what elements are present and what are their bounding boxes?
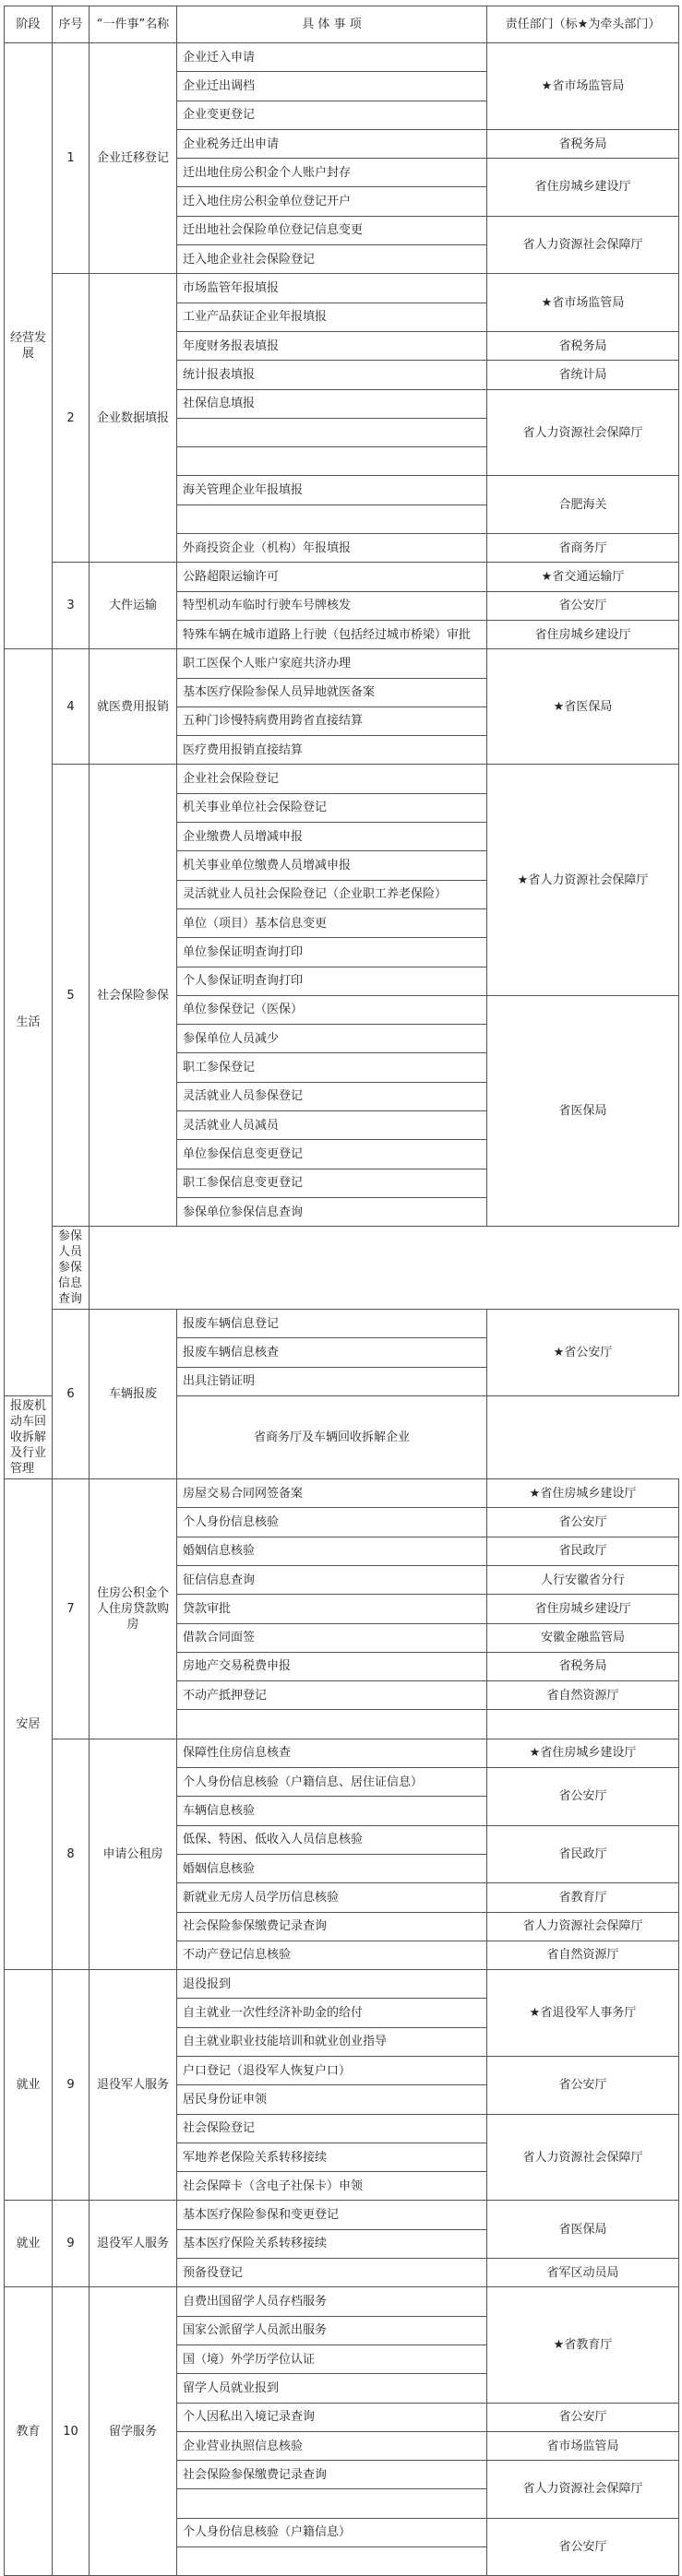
- table-cell: 省医保局: [487, 995, 679, 1226]
- table-cell: [177, 447, 487, 476]
- table-cell: 自费出国留学人员存档服务: [177, 2287, 487, 2316]
- table-cell: 省人力资源社会保障厅: [487, 2461, 679, 2519]
- table-cell: 省人力资源社会保障厅: [487, 1912, 679, 1941]
- table-cell: 省商务厅及车辆回收拆解企业: [177, 1396, 487, 1479]
- table-cell: 婚姻信息核验: [177, 1537, 487, 1565]
- table-cell: [177, 418, 487, 446]
- table-cell: [177, 1710, 487, 1739]
- table-cell: 参保单位人员减少: [177, 1025, 487, 1053]
- table-cell: 省商务厅: [487, 534, 679, 563]
- table-cell: 参保单位参保信息查询: [177, 1197, 487, 1226]
- table-cell: 省住房城乡建设厅: [487, 159, 679, 217]
- table-cell: ★省市场监管局: [487, 274, 679, 332]
- table-row: [5, 1227, 679, 1310]
- table-cell: 省公安厅: [487, 2057, 679, 2115]
- table-row: [5, 274, 679, 303]
- table-row: [5, 2287, 679, 2316]
- table-cell: 住房公积金个人住房贷款购房: [90, 1479, 177, 1739]
- table-row: [5, 1739, 679, 1767]
- table-cell: 婚姻信息核验: [177, 1854, 487, 1882]
- table-cell: 省市场监管局: [487, 2431, 679, 2460]
- table-cell: 企业税务迁出申请: [177, 129, 487, 158]
- table-cell: 企业迁入申请: [177, 43, 487, 72]
- table-cell: 报废车辆信息登记: [177, 1310, 487, 1338]
- header-dept: 责任部门（标★为牵头部门）: [487, 6, 679, 43]
- table-cell: ★省退役军人事务厅: [487, 1970, 679, 2057]
- table-cell: 国（境）外学历学位认证: [177, 2345, 487, 2373]
- table-cell: 省自然资源厅: [487, 1941, 679, 1969]
- table-cell: 统计报表填报: [177, 361, 487, 389]
- table-cell: 生活: [5, 649, 53, 1396]
- table-cell: 迁出地社会保险单位登记信息变更: [177, 216, 487, 244]
- table-cell: 1: [53, 43, 90, 274]
- table-cell: 车辆报废: [90, 1310, 177, 1479]
- table-cell: 省税务局: [487, 1652, 679, 1680]
- table-cell: 8: [53, 1739, 90, 1969]
- table-cell: 迁出地住房公积金个人账户封存: [177, 159, 487, 187]
- table-cell: 外商投资企业（机构）年报填报: [177, 534, 487, 563]
- table-cell: 基本医疗保险参保人员异地就医备案: [177, 678, 487, 706]
- table-cell: 个人身份信息核验（户籍信息、居住证信息）: [177, 1768, 487, 1797]
- table-cell: 职工参保登记: [177, 1053, 487, 1082]
- table-cell: 自主就业职业技能培训和就业创业指导: [177, 2027, 487, 2056]
- table-cell: 省人力资源社会保障厅: [487, 2114, 679, 2201]
- table-cell: ★省住房城乡建设厅: [487, 1479, 679, 1508]
- table-cell: 机关事业单位缴费人员增减申报: [177, 851, 487, 880]
- table-cell: 安居: [5, 1479, 53, 1970]
- table-cell: 省民政厅: [487, 1825, 679, 1883]
- table-cell: 就业: [5, 2201, 53, 2287]
- table-cell: 出具注销证明: [177, 1367, 487, 1395]
- table-cell: 6: [53, 1310, 90, 1479]
- table-cell: 特殊车辆在城市道路上行驶（包括经过城市桥梁）审批: [177, 620, 487, 648]
- table-cell: 灵活就业人员减员: [177, 1110, 487, 1139]
- table-cell: 保障性住房信息核查: [177, 1739, 487, 1767]
- table-cell: 就业: [5, 1970, 53, 2201]
- table-cell: 省医保局: [487, 2201, 679, 2259]
- table-cell: 职工医保个人账户家庭共济办理: [177, 649, 487, 678]
- table-cell: 不动产抵押登记: [177, 1681, 487, 1710]
- table-cell: 省公安厅: [487, 591, 679, 620]
- table-cell: 个人身份信息核验（户籍信息）: [177, 2518, 487, 2546]
- table-cell: 居民身份证申领: [177, 2085, 487, 2114]
- table-cell: 5: [53, 765, 90, 1227]
- table-cell: 灵活就业人员参保登记: [177, 1082, 487, 1110]
- table-cell: 户口登记（退役军人恢复户口）: [177, 2057, 487, 2085]
- table-cell: 职工参保信息变更登记: [177, 1169, 487, 1197]
- table-cell: 预备役登记: [177, 2259, 487, 2287]
- table-cell: 参保人员参保信息查询: [53, 1227, 90, 1310]
- table-cell: 不动产登记信息核验: [177, 1941, 487, 1969]
- table-cell: 留学服务: [90, 2287, 177, 2576]
- table-cell: 单位参保信息变更登记: [177, 1140, 487, 1169]
- table-cell: 贷款审批: [177, 1595, 487, 1623]
- table-cell: 自主就业一次性经济补助金的给付: [177, 1999, 487, 2027]
- table-cell: 社会保险登记: [177, 2114, 487, 2143]
- table-cell: 房地产交易税费申报: [177, 1652, 487, 1680]
- table-row: [5, 2201, 679, 2229]
- table-cell: 医疗费用报销直接结算: [177, 736, 487, 765]
- table-cell: [487, 1710, 679, 1739]
- table-cell: 迁入地企业社会保险登记: [177, 245, 487, 274]
- table-cell: 省公安厅: [487, 2403, 679, 2431]
- table-cell: 9: [53, 2201, 90, 2287]
- table-cell: 申请公租房: [90, 1739, 177, 1969]
- table-cell: 企业数据填报: [90, 274, 177, 563]
- table-cell: 社会保障卡（含电子社保卡）申领: [177, 2172, 487, 2201]
- table-cell: 就医费用报销: [90, 649, 177, 765]
- table-cell: 省税务局: [487, 129, 679, 158]
- table-cell: 10: [53, 2287, 90, 2576]
- table-cell: 个人身份信息核验: [177, 1508, 487, 1537]
- table-row: [5, 765, 679, 793]
- table-cell: 军地养老保险关系转移接续: [177, 2143, 487, 2171]
- table-cell: 合肥海关: [487, 476, 679, 534]
- header-stage: 阶段: [5, 6, 53, 43]
- table-cell: 省人力资源社会保障厅: [487, 216, 679, 274]
- table-cell: 2: [53, 274, 90, 563]
- table-cell: 社会保险参保: [90, 765, 177, 1227]
- header-seq: 序号: [53, 6, 90, 43]
- table-row: [5, 563, 679, 591]
- table-cell: 省民政厅: [487, 1537, 679, 1565]
- table-cell: ★省教育厅: [487, 2287, 679, 2403]
- table-cell: 借款合同面签: [177, 1623, 487, 1652]
- table-cell: 企业变更登记: [177, 101, 487, 129]
- table-cell: 报废机动车回收拆解及行业管理: [5, 1396, 53, 1479]
- table-cell: 房屋交易合同网签备案: [177, 1479, 487, 1508]
- table-cell: 企业迁移登记: [90, 43, 177, 274]
- table-cell: 单位参保登记（医保）: [177, 995, 487, 1024]
- table-cell: 省自然资源厅: [487, 1681, 679, 1710]
- table-cell: 国家公派留学人员派出服务: [177, 2316, 487, 2345]
- table-cell: 基本医疗保险参保和变更登记: [177, 2201, 487, 2229]
- table-cell: 企业营业执照信息核验: [177, 2431, 487, 2460]
- table-cell: 迁入地住房公积金单位登记开户: [177, 187, 487, 216]
- table-cell: ★省住房城乡建设厅: [487, 1739, 679, 1767]
- table-cell: 省统计局: [487, 361, 679, 389]
- table-cell: 留学人员就业报到: [177, 2374, 487, 2403]
- header-name: “一件事”名称: [90, 6, 177, 43]
- table-cell: 灵活就业人员社会保险登记（企业职工养老保险）: [177, 880, 487, 908]
- table-cell: 社保信息填报: [177, 389, 487, 418]
- table-cell: 9: [53, 1970, 90, 2201]
- table-cell: 人行安徽省分行: [487, 1565, 679, 1594]
- table-cell: 个人参保证明查询打印: [177, 967, 487, 995]
- table-cell: 市场监管年报填报: [177, 274, 487, 303]
- table-row: [5, 43, 679, 72]
- table-cell: 退役军人服务: [90, 1970, 177, 2201]
- table-cell: 单位（项目）基本信息变更: [177, 908, 487, 937]
- table-cell: ★省交通运输厅: [487, 563, 679, 591]
- table-cell: 省教育厅: [487, 1883, 679, 1912]
- table-cell: 4: [53, 649, 90, 765]
- table-cell: 7: [53, 1479, 90, 1739]
- table-cell: [177, 2547, 487, 2576]
- table-cell: 省住房城乡建设厅: [487, 1595, 679, 1623]
- table-cell: 单位参保证明查询打印: [177, 938, 487, 967]
- table-cell: 安徽金融监管局: [487, 1623, 679, 1652]
- table-cell: 3: [53, 563, 90, 649]
- table-cell: 工业产品获证企业年报填报: [177, 303, 487, 331]
- table-cell: 省公安厅: [487, 2518, 679, 2576]
- table-row: [5, 1970, 679, 1999]
- header-item: 具 体 事 项: [177, 6, 487, 43]
- table-row: [5, 649, 679, 678]
- table-cell: 特型机动车临时行驶车号牌核发: [177, 591, 487, 620]
- table-cell: 大件运输: [90, 563, 177, 649]
- table-cell: 海关管理企业年报填报: [177, 476, 487, 505]
- table-cell: ★省医保局: [487, 649, 679, 765]
- table-row: [5, 1310, 679, 1338]
- table-cell: 退役报到: [177, 1970, 487, 1999]
- table-cell: [177, 505, 487, 533]
- table-cell: 省公安厅: [487, 1508, 679, 1537]
- table-cell: 低保、特困、低收入人员信息核验: [177, 1825, 487, 1854]
- table-cell: [177, 2489, 487, 2518]
- table-cell: 省军区动员局: [487, 2259, 679, 2287]
- table-cell: 基本医疗保险关系转移接续: [177, 2229, 487, 2258]
- table-cell: 企业社会保险登记: [177, 765, 487, 793]
- table-cell: 个人因私出入境记录查询: [177, 2403, 487, 2431]
- one-thing-table: [4, 6, 679, 2576]
- table-cell: 社会保险参保缴费记录查询: [177, 2461, 487, 2489]
- table-cell: 社会保险参保缴费记录查询: [177, 1912, 487, 1941]
- table-cell: 五种门诊慢特病费用跨省直接结算: [177, 706, 487, 735]
- table-cell: 省住房城乡建设厅: [487, 620, 679, 648]
- table-cell: 企业缴费人员增减申报: [177, 823, 487, 851]
- table-cell: 经营发展: [5, 43, 53, 649]
- table-cell: 新就业无房人员学历信息核验: [177, 1883, 487, 1912]
- table-cell: 机关事业单位社会保险登记: [177, 793, 487, 822]
- table-cell: ★省市场监管局: [487, 43, 679, 130]
- table-cell: 年度财务报表填报: [177, 331, 487, 360]
- table-cell: 省人力资源社会保障厅: [487, 389, 679, 476]
- table-cell: 企业迁出调档: [177, 72, 487, 101]
- table-cell: 征信信息查询: [177, 1565, 487, 1594]
- table-cell: 省税务局: [487, 331, 679, 360]
- table-cell: 教育: [5, 2287, 53, 2576]
- table-cell: 退役军人服务: [90, 2201, 177, 2287]
- table-cell: 省公安厅: [487, 1768, 679, 1826]
- table-cell: 公路超限运输许可: [177, 563, 487, 591]
- document-sheet: [4, 6, 678, 2555]
- table-cell: ★省公安厅: [487, 1310, 679, 1396]
- table-cell: 车辆信息核验: [177, 1797, 487, 1825]
- table-cell: 报废车辆信息核查: [177, 1338, 487, 1367]
- table-body: [5, 43, 679, 2576]
- table-cell: ★省人力资源社会保障厅: [487, 765, 679, 995]
- table-row: [5, 1479, 679, 1508]
